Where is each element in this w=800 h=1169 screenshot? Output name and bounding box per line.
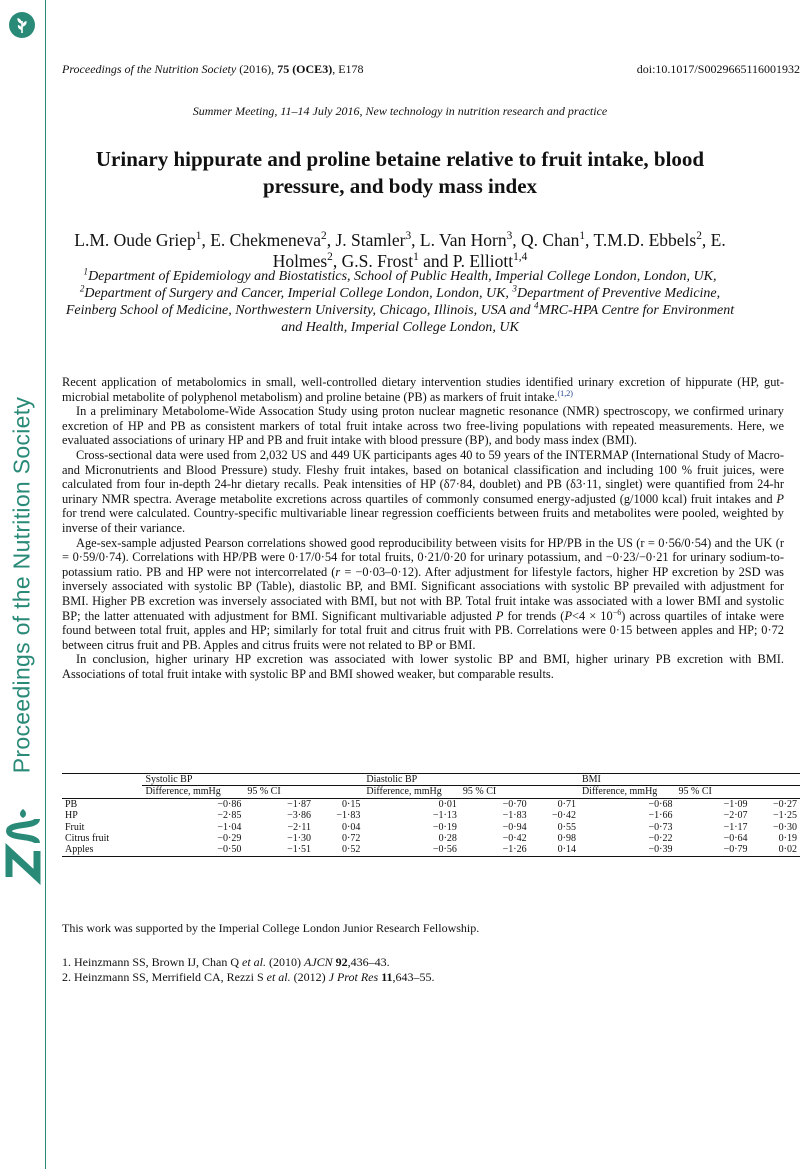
col-difference: Difference, mmHg [579,786,676,798]
reference-authors: Heinzmann SS, Brown IJ, Chan Q [74,955,242,969]
col-difference: Difference, mmHg [363,786,460,798]
table-body [62,798,800,856]
reference-volume: 11 [378,969,393,984]
author-affiliation-number: 2 [321,230,327,243]
results-table [62,773,800,857]
reference-etal: et al. [242,955,266,969]
table-cell: −1·25 [773,810,797,822]
author-name: L.M. Oude Griep [74,230,196,250]
journal-volume: 75 (OCE3) [277,62,333,76]
doi-link[interactable]: doi:10.1017/S0029665116001932 [636,62,800,76]
table-row [62,822,800,833]
affiliation-text: Department of Preventive Medicine, Feinberg School of Medicine, Northwestern University, Chicago, Illinois, USA and [65,286,721,318]
table-cell: −1·17 [723,821,748,833]
table-cell: −0·29 [217,833,242,845]
paragraph-3-text-b: for trend were calculated. Country-specific multivariable linear regression coefficients between fruits and metabolites were pooled, weighted by inverse of their variance. [62,506,784,535]
table-cell: −0·79 [723,844,748,856]
table-cell: 0·15 [342,798,361,810]
author-name: J. Stamler [335,230,406,250]
paper-title: Urinary hippurate and proline betaine relative to fruit intake, blood pressure, and body mass index [95,147,705,198]
author-affiliation-number: 1 [579,230,586,243]
affiliation-number: 1 [83,266,89,277]
table-cell: −0·86 [217,798,242,810]
author-list: L.M. Oude Griep$^1$, E. Chekmeneva$^2$, J. Stamler$^3$, L. Van Horn$^3$, Q. Chan$^1$, T.M.D. Ebbels$^2$, E. Holmes$^2$, G.S. Frost$^1$ and P. Elliott$^{1,4}$ [74,230,726,271]
table-cell: 0·28 [438,833,457,845]
table-cell: −1·26 [502,844,527,856]
author-name: P. Elliott [452,251,514,271]
paragraph-1-text: Recent application of metabolomics in small, well-controlled dietary intervention studies identified urinary excretion of hippurate (HP, gut-microbial metabolite of polyphenol metabolism) and proline betaine (PB) as markers of fruit intake. [62,375,784,404]
group-systolic: Systolic BP [142,774,363,786]
table-cell: 0·01 [438,798,457,810]
col-difference: Difference, mmHg [142,786,244,798]
affiliations [62,268,738,336]
affiliation-text: Department of Surgery and Cancer, Imperial College London, London, UK, [84,286,509,301]
table-row [62,833,800,844]
table-cell: 0·14 [557,844,576,856]
reference-year: (2012) [290,969,329,984]
author-name: E. Holmes [272,230,726,271]
col-ci: 95 % CI [675,786,750,798]
row-label: HP [65,810,78,822]
paragraph-4-text-d: <4 × 10 [572,608,613,623]
table-cell: −0·50 [217,844,242,856]
sidebar-journal-name: Proceedings of the Nutrition Society [8,396,35,774]
row-label: Citrus fruit [65,833,110,845]
table-cell: −1·83 [336,810,361,822]
reference-number: 1. [62,955,74,969]
affiliation-text: Department of Epidemiology and Biostatistics, School of Public Health, Imperial College London, London, UK, [88,269,717,284]
table-cell: −0·56 [432,844,457,856]
table-cell: 0·71 [557,798,576,810]
citation-1-2[interactable]: (1,2) [557,388,573,398]
col-ci: 95 % CI [460,786,530,798]
table-cell: −0·94 [502,821,527,833]
reference-pages: ,643–55. [392,969,435,984]
table-group-header [62,774,800,786]
author-name: G.S. Frost [341,251,414,271]
table-cell: −1·09 [723,798,748,810]
table-cell: −1·04 [217,821,242,833]
table-sub-header [62,786,800,798]
row-label: Apples [65,844,94,856]
affiliation-number: 3 [512,283,517,294]
reference-journal: J Prot Res [328,969,379,984]
col-ci: 95 % CI [244,786,314,798]
paragraph-1 [62,375,784,404]
table-cell: −2·11 [287,821,312,833]
author-name: T.M.D. Ebbels [593,230,697,250]
table-row [62,810,800,821]
table-cell: −0·19 [432,821,457,833]
reference-etal: et al. [266,969,291,984]
author-affiliation-number: 1,4 [513,251,528,264]
abstract-body [62,375,784,681]
table-cell: −1·13 [432,810,457,822]
row-label: PB [65,798,78,810]
reference-number: 2. [62,969,74,984]
reference-item [62,955,435,970]
table-cell: −1·66 [648,810,673,822]
table-cell: −2·07 [723,810,748,822]
ns-logo-icon [3,803,43,885]
table-cell: −0·68 [648,798,673,810]
exponent: −6 [612,607,622,617]
table-cell: −0·39 [648,844,673,856]
paragraph-4-text-c: for trends ( [503,608,565,623]
journal-page: , E178 [332,62,364,76]
table-cell: −2·85 [217,810,242,822]
table-cell: −3·86 [287,810,312,822]
reference-pages: ,436–43. [347,955,390,969]
row-label: Fruit [65,821,85,833]
reference-item [62,970,435,985]
journal-sidebar [0,0,46,1169]
table-cell: −0·42 [551,810,576,822]
reference-volume: 92 [332,955,348,969]
italic-p: P [776,491,784,506]
table-cell: −1·30 [287,833,312,845]
table-cell: 0·04 [342,821,361,833]
table-cell: −0·42 [502,833,527,845]
group-bmi: BMI [579,774,800,786]
affiliation-text: MRC-HPA Centre for Environment and Health, Imperial College London, UK [281,303,735,335]
table-cell: 0·52 [342,844,361,856]
italic-r: r [335,564,341,579]
paragraph-2: In a preliminary Metabolome-Wide Assocation Study using proton nuclear magnetic resonance (NMR) spectroscopy, we confirmed urinary excretion of HP and PB as consistent markers of total fruit intake across two free-living populations with repeated measurements. Here, we evaluated associations of urinary HP and PB and fruit intake with blood pressure (BP), and body mass index (BMI). [62,404,784,448]
paragraph-5: In conclusion, higher urinary HP excretion was associated with lower systolic BP and BMI, higher urinary PB excretion with BMI. Associations of total fruit intake with systolic BP and BMI showed weaker, but comparable results. [62,652,784,681]
reference-journal: AJCN [304,955,333,969]
reference-list [62,955,435,984]
leaf-logo-icon [9,12,35,38]
author-name: Q. Chan [521,230,580,250]
journal-name: Proceedings of the Nutrition Society [62,62,237,76]
table-cell: −0·64 [723,833,748,845]
table-row [62,798,800,810]
author-affiliation-number: 3 [405,230,412,243]
table-cell: 0·55 [557,821,576,833]
running-header [62,62,800,77]
affiliation-number: 4 [534,300,539,311]
paragraph-3 [62,448,784,536]
italic-p: P [564,608,573,623]
table-row [62,844,800,856]
author-affiliation-number: 1 [413,251,419,264]
paragraph-4 [62,536,784,653]
table-cell: 0·72 [342,833,361,845]
reference-year: (2010) [266,955,304,969]
reference-authors: Heinzmann SS, Merrifield CA, Rezzi S [74,969,267,984]
table-cell: −1·51 [287,844,312,856]
table-cell: −0·22 [648,833,673,845]
journal-year: (2016), [236,62,278,76]
paragraph-4-text-b: = −0·03–0·12). After adjustment for lifestyle factors, higher HP excretion by 2SD was inversely associated with systolic BP (Table), diastolic BP, and BMI. Significant associations with systolic BP prevailed with adjustment for BMI. Higher PB excretion was inversely associated with BMI, but not with BP. Total fruit intake was associated with a lower BMI and systolic BP; the latter attenuated with adjustment for BMI. Significant multivariable adjusted [62,564,784,623]
affiliation-number: 2 [79,283,85,294]
table-cell: 0·19 [778,833,797,845]
table-cell: −0·27 [773,798,797,810]
table-cell: −1·87 [287,798,312,810]
author-affiliation-number: 2 [696,230,702,243]
table-cell: −1·83 [502,810,527,822]
italic-p: P [495,608,504,623]
meeting-line: Summer Meeting, 11–14 July 2016, New technology in nutrition research and practice [192,104,608,118]
paragraph-4-text-e: ) across quartiles of intake were found between total fruit, apples and HP; similarly for total fruit and citrus fruit with PB. Correlations were 0·15 between apples and HP; 0·72 between citrus fruit and PB. Apples and citrus fruits were not related to BP or BMI. [62,608,784,652]
author-affiliation-number: 3 [506,230,513,243]
paragraph-4-text-a: Age-sex-sample adjusted Pearson correlations showed good reproducibility between visits for HP/PB in the US (r = 0·56/0·54) and the UK (r = 0·59/0·74). Correlations with HP/PB were 0·17/0·54 for total fruits, 0·21/0·20 for urinary potassium, and −0·23/−0·21 for urinary sodium-to-potassium ratio. PB and HP were not intercorrelated ( [62,535,784,579]
author-name: L. Van Horn [419,230,507,250]
table-cell: −0·73 [648,821,673,833]
paragraph-3-text-a: Cross-sectional data were used from 2,032 US and 449 UK participants ages 40 to 59 years of the INTERMAP (International Study of Macro- and Micronutrients and Blood Pressure) study. Fleshy fruit intakes, based on botanical classification and including 100 % fruit juices, were calculated from four in-depth 24-hr dietary recalls. Peak intensities of HP (δ7·84, doublet) and PB (δ3·11, singlet) were quantified from 24-hr urinary NMR spectra. Average metabolite excretions across quartiles of commonly consumed energy-adjusted (g/1000 kcal) fruit intakes and [62,447,784,506]
table-cell: 0·02 [778,844,797,856]
group-diastolic: Diastolic BP [363,774,579,786]
author-affiliation-number: 2 [327,251,333,264]
table-cell: −0·30 [773,821,797,833]
table-cell: −0·70 [502,798,527,810]
table-cell: 0·98 [557,833,576,845]
author-affiliation-number: 1 [195,230,202,243]
author-name: E. Chekmeneva [210,230,322,250]
funding-note: This work was supported by the Imperial College London Junior Research Fellowship. [62,921,480,935]
